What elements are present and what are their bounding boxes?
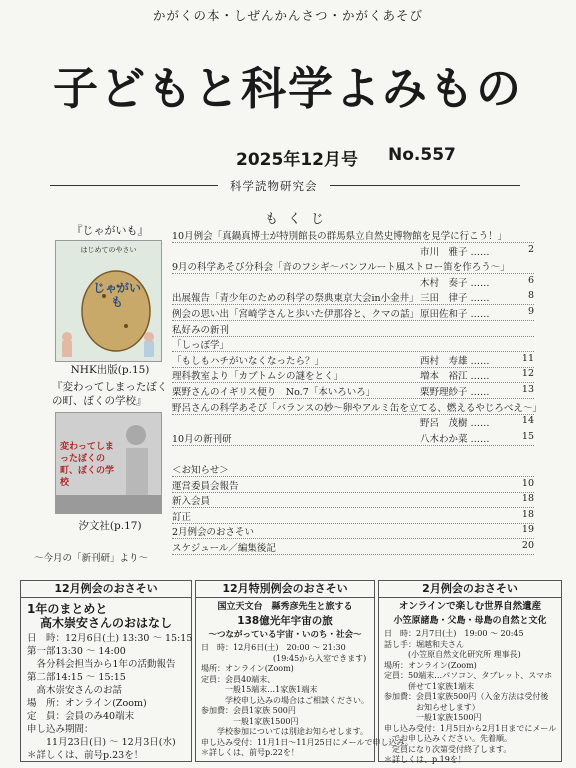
toc-entry: 2月例会のおさそい (172, 524, 534, 539)
book-2-title: 『変わってしまったぼくの町、ぼくの学校』 (52, 381, 168, 407)
event-line: 日 時：12月6日(土) 20:00 ～ 21:30 (201, 643, 346, 652)
event-line: ＊詳しくは、前号p.23を！ (27, 750, 144, 761)
society-name: 科学読物研究会 (218, 178, 330, 194)
toc-page-number: 14 (521, 415, 534, 427)
toc-entry: 新入会員 (172, 493, 534, 508)
toc-page-number: 10 (521, 477, 534, 489)
event-line: 申し込み受付：1月5日から2月1日までにメール (384, 723, 557, 733)
event-details (196, 642, 413, 760)
event-line: 学校参加については別途お知らせします。 (201, 727, 368, 736)
event-line: 場 所：オンライン(Zoom) (27, 698, 147, 709)
event-box-special (195, 580, 413, 762)
event-line: 場所：オンライン(Zoom) (201, 664, 294, 673)
event-line: (19:45から入室できます) (201, 653, 367, 663)
event-line: お知らせします） (384, 702, 480, 712)
event-box-february (378, 580, 562, 762)
event-title-2: 高木崇安さんのおはなし (39, 616, 172, 630)
toc-page-number: 13 (521, 384, 534, 395)
book-2-cover (55, 412, 162, 514)
event-title-3: ～つながっている宇宙・いのち・社会～ (208, 630, 362, 640)
book-2-cover-title: 変わってしまったぼくの町、ぼくの学校 (60, 442, 115, 488)
toc-entry: 例会の思い出「宮崎学さんと歩いた伊那谷と、クマの話」 (172, 306, 534, 321)
event-line: 第一部13:30 ～ 14:00 (27, 646, 126, 657)
event-line: 申し込み受付：11月1日～11月25日にメールで申し込み。 (201, 737, 413, 747)
event-title-1: 1年のまとめと (27, 602, 108, 616)
book-1-cover (55, 240, 162, 362)
toc-page-number: 18 (521, 508, 534, 520)
event-line: でお申し込みください。先着順。 (384, 734, 512, 743)
book-2-publisher: 汐文社(p.17) (78, 520, 142, 532)
event-line: 定員：50端末…パソコン、タブレット、スマホ (384, 671, 553, 680)
series-tagline: かがくの本・しぜんかんさつ・かがくあそび (152, 8, 423, 23)
issue-date: 2025年12月号 (236, 150, 358, 170)
event-line: 申し込み期間： (27, 724, 94, 735)
event-line: 一般1家族1500円 (384, 713, 482, 722)
event-title-1: オンラインで楽しむ世界自然遺産 (398, 601, 542, 612)
toc-page-number: 15 (521, 430, 534, 442)
toc-entry: 「もしもハチがいなくなったら？」 (172, 353, 534, 368)
event-line: 各分科会担当から1年の活動報告 (27, 659, 176, 670)
toc-author: 野呂 茂樹 …… (420, 418, 490, 430)
event-details (379, 628, 561, 767)
new-books-note: ～今月の「新刊研」より～ (34, 553, 149, 564)
toc-page-number: 11 (521, 352, 534, 364)
toc-entry: スケジュール／編集後記 (172, 540, 534, 555)
toc-entry: ＜お知らせ＞ (172, 462, 534, 477)
event-line: 場所：オンライン(Zoom) (384, 660, 477, 670)
book-1-title: 『じゃがいも』 (71, 224, 149, 237)
event-head: 12月例会のおさそい (21, 581, 191, 598)
toc-entry: 「しっぽ学」 (172, 337, 534, 352)
toc-author: 増本 裕江 …… (420, 371, 490, 383)
event-title-2: 小笠原諸島・父島・母島の自然と文化 (393, 616, 547, 626)
event-title-2: 138億光年宇宙の旅 (237, 615, 333, 627)
toc-author: 三田 律子 …… (420, 293, 490, 305)
toc-entry: 運営委員会報告 (172, 478, 534, 493)
event-line: 第二部14:15 ～ 15:15 (27, 672, 126, 683)
toc-page-number: 20 (521, 540, 534, 551)
event-line: 定員になり次第受付終了します。 (384, 744, 512, 754)
toc-entry: 9月の科学あそび分科会「音のフシギ～パンフルート風ストロー笛を作ろう～」 (172, 259, 534, 274)
book-1-cover-title: じゃがいも (92, 281, 141, 309)
toc-page-number: 18 (521, 493, 534, 505)
event-line: 11月23日(日) ～ 12月3日(水) (27, 737, 176, 748)
toc-page-number: 6 (527, 274, 534, 286)
event-line: 日 時：12月6日(土) 13:30 ～ 15:15 (27, 633, 193, 644)
toc-author: 市川 雅子 …… (420, 246, 490, 258)
toc-entry: 野呂さんの科学あそび「バランスの妙～卵やアルミ缶を立てる、燃えるやじろべえ～」 (172, 400, 534, 415)
contents-heading: もくじ (265, 212, 335, 227)
toc-page-number: 12 (521, 368, 534, 380)
toc-entry: 栗野さんのイギリス便り No.7「本いろいろ」 (172, 384, 534, 399)
event-line: ＊詳しくは、p.19を！ (384, 755, 466, 764)
issue-number: No.557 (388, 145, 456, 165)
event-line: ＊詳しくは、前号p.22を！ (201, 748, 299, 757)
event-line: 話し手：堀越和夫さん (384, 639, 464, 649)
event-line: 定員：会員40端末、 (201, 674, 276, 684)
book-1-publisher: NHK出版(p.15) (70, 364, 150, 376)
book-1-cover-series: はじめてのやさい (80, 246, 137, 254)
toc-entry: 理科教室より「カブトムシの謎をとく」 (172, 368, 534, 383)
event-title-1: 国立天文台 縣秀彦先生と旅する (217, 602, 353, 612)
event-head: 2月例会のおさそい (379, 581, 561, 598)
event-details (21, 630, 191, 764)
event-line: (小笠原自然文化研究所 理事長) (384, 650, 521, 659)
toc-author: 八木わか菜 …… (420, 433, 490, 445)
toc-page-number: 9 (527, 306, 534, 317)
toc-entry: 10月の新刊研 (172, 431, 534, 446)
event-line: 併せて1家族1端末 (384, 681, 475, 691)
toc-author: 栗野理紗子 …… (420, 387, 490, 398)
toc-entry: 出展報告「青少年のための科学の祭典東京大会in小金井」 (172, 290, 534, 305)
toc-author: 木村 奏子 …… (420, 277, 490, 289)
toc-author: 西村 寿雄 …… (420, 355, 490, 367)
toc-entry: 私好みの新刊 (172, 322, 534, 337)
event-line: 日 時：2月7日(土) 19:00 ～ 20:45 (384, 629, 524, 638)
toc-entry: 10月例会「真鍋真博士が特別館長の群馬県立自然史博物館を見学に行こう！」 (172, 228, 534, 243)
toc-page-number: 2 (527, 243, 534, 255)
event-box-december (20, 580, 192, 762)
toc-page-number: 19 (521, 524, 534, 536)
toc-author: 原田佐和子 …… (420, 309, 490, 320)
event-line: 高木崇安さんのお話 (27, 685, 123, 696)
toc-page-number: 8 (527, 290, 534, 302)
event-line: 参加費：会員1家族 500円 (201, 706, 296, 715)
event-line: 学校申し込みの場合はご相談ください。 (201, 695, 369, 705)
event-line: 参加費：会員1家族500円（入金方法は受付後 (384, 692, 549, 701)
event-head: 12月特別例会のおさそい (196, 581, 374, 598)
event-line: 一般15端末…1家族1端末 (201, 685, 318, 694)
event-line: 一般1家族1500円 (201, 716, 299, 726)
event-line: 定 員：会員のみ40端末 (27, 711, 135, 722)
magazine-title: 子どもと科学よみもの (52, 62, 523, 115)
toc-entry: 訂正 (172, 509, 534, 524)
